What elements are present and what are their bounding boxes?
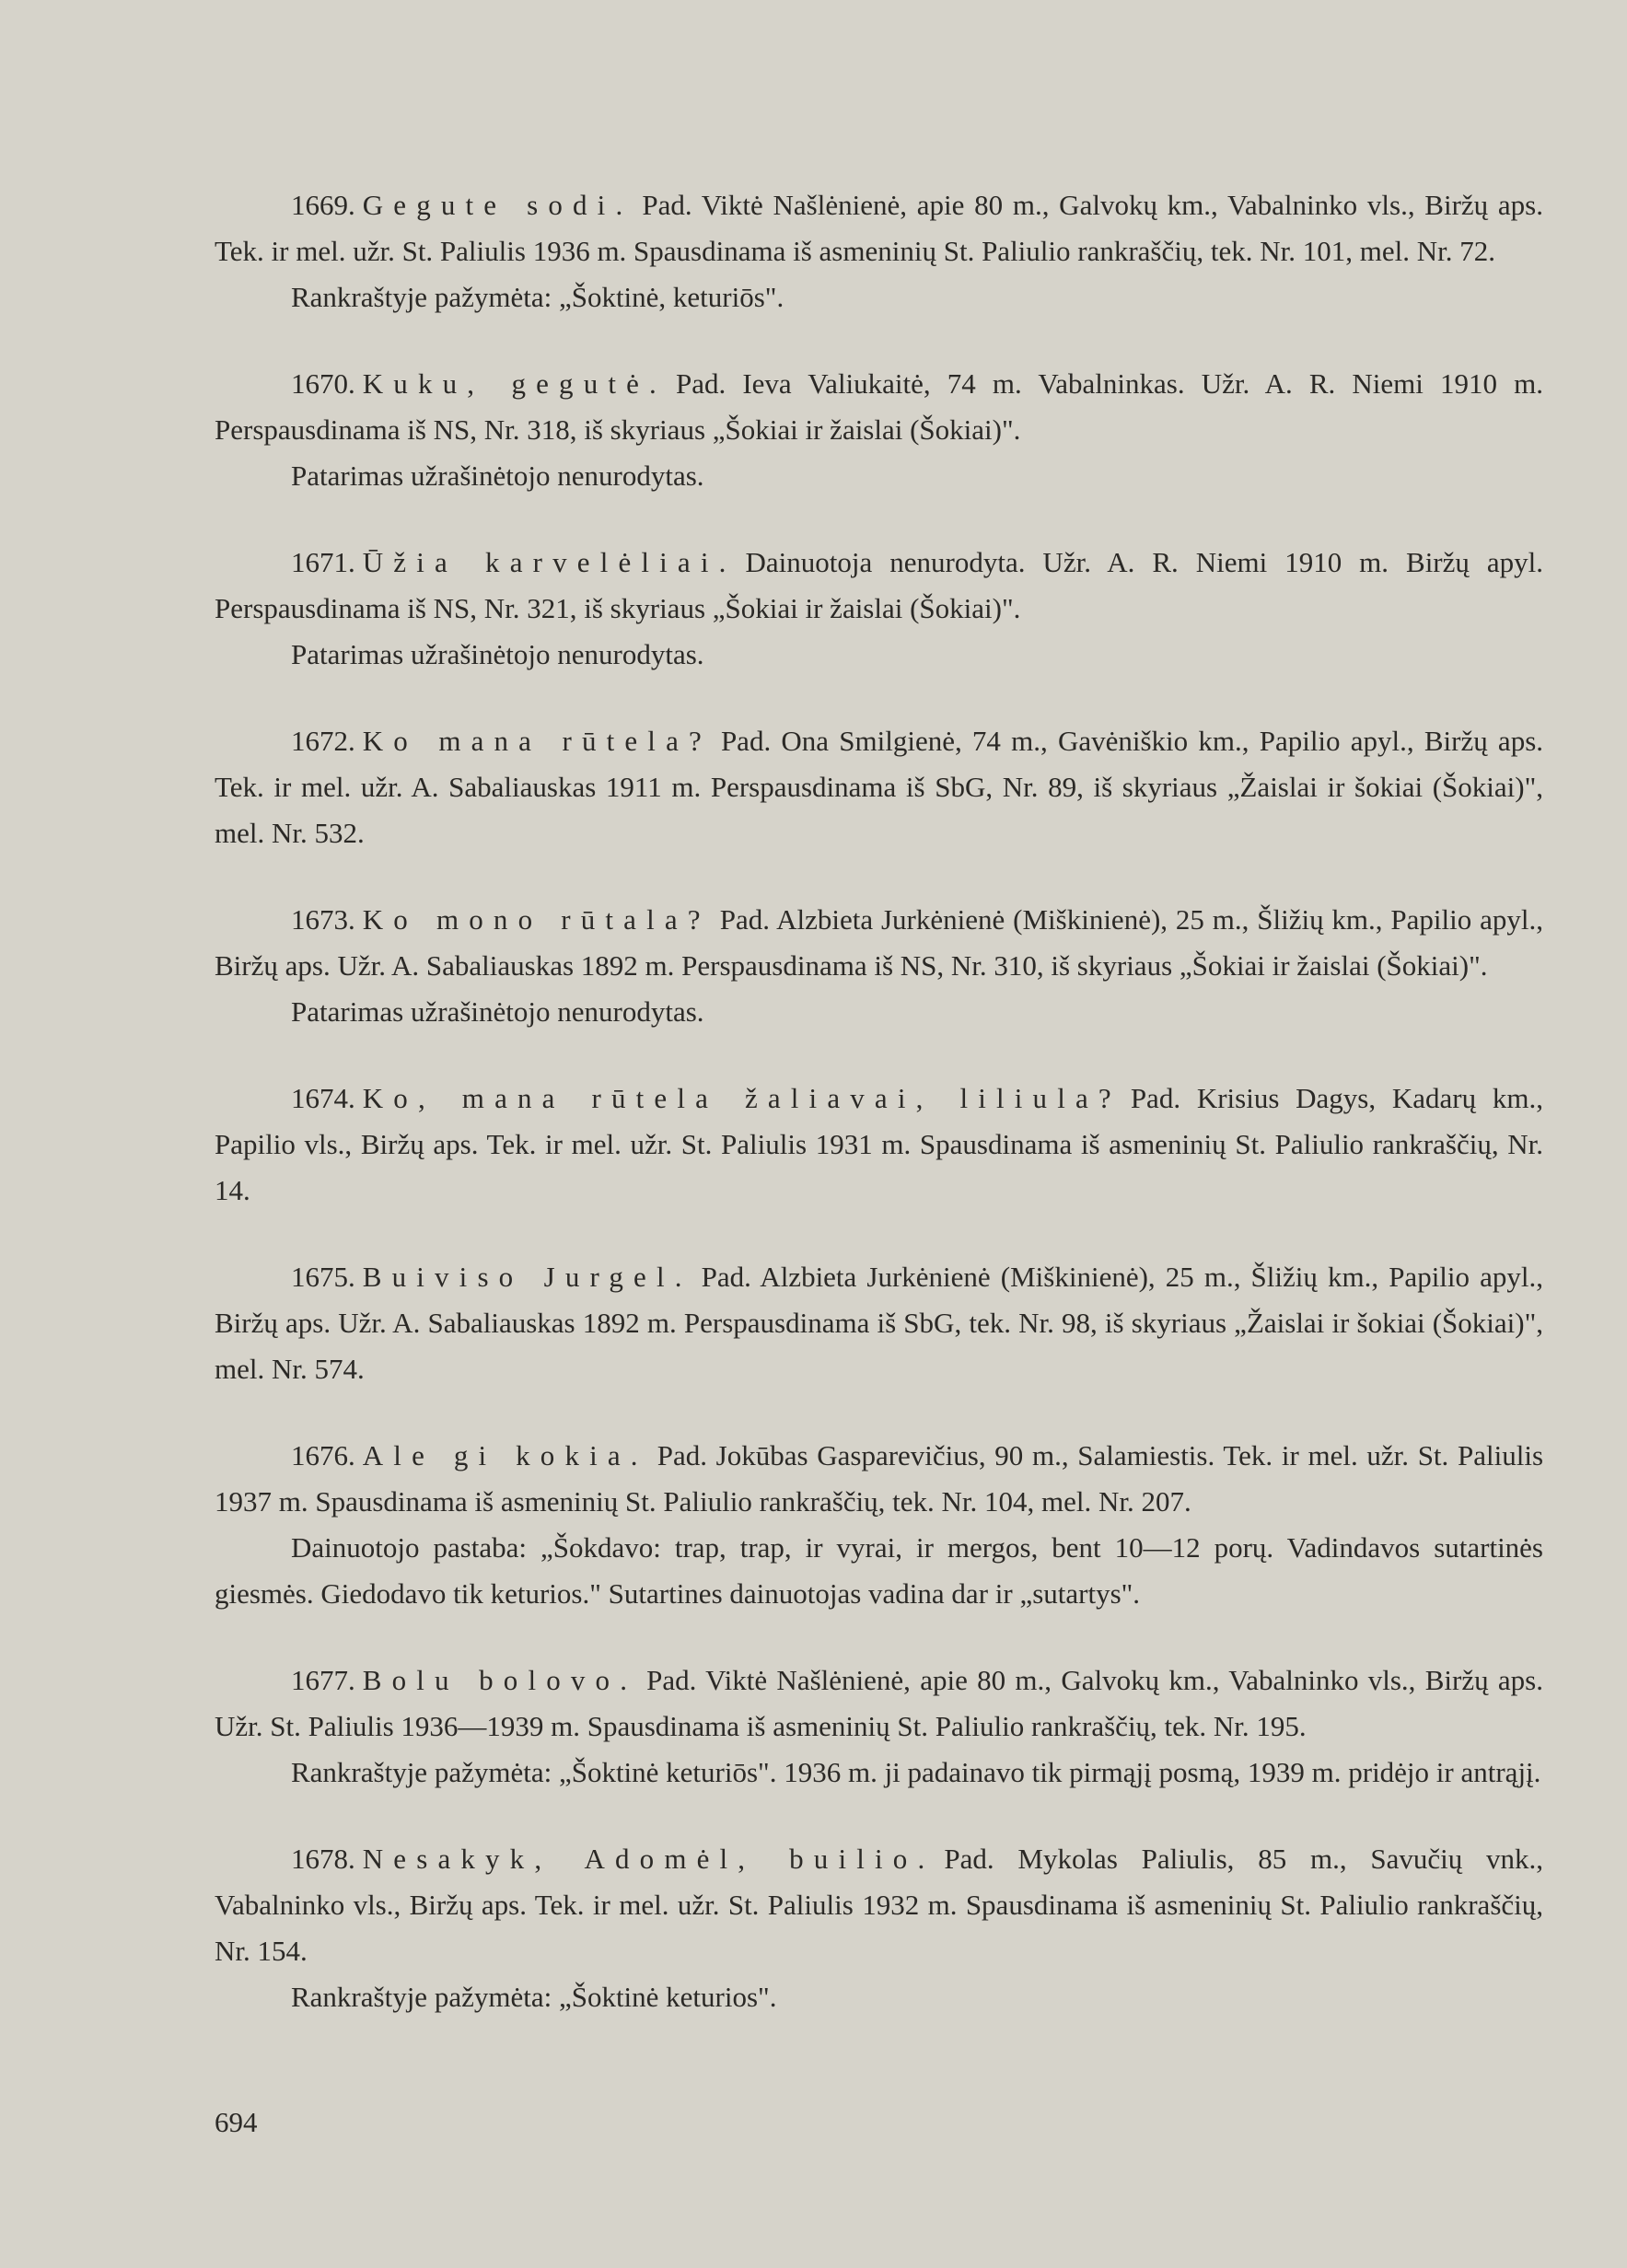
entry-1678 (215, 1836, 1543, 2020)
entry-text: Pad. Ieva Valiukaitė, 74 m. Vabalninkas. Užr. A. R. Niemi 1910 m. Perspausdinama iš NS, Nr. 318, iš skyriaus „Šokiai ir žaislai (Šokiai)". (215, 367, 1543, 446)
entry-1672 (215, 718, 1543, 856)
entry-title: Bolu bolovo. (362, 1664, 638, 1696)
entry-1674 (215, 1076, 1543, 1214)
entry-text: Pad. Viktė Našlėnienė, apie 80 m., Galvokų km., Vabalninko vls., Biržų aps. Tek. ir mel. užr. St. Paliulis 1936 m. Spausdinama iš asmeninių St. Paliulio rankraščių, tek. Nr. 101, mel. Nr. 72. (215, 189, 1543, 267)
entry-body (215, 1836, 1543, 1974)
entry-text: Pad. Jokūbas Gasparevičius, 90 m., Salamiestis. Tek. ir mel. užr. St. Paliulis 1937 m. Spausdinama iš asmeninių St. Paliulio rankraščių, tek. Nr. 104, mel. Nr. 207. (215, 1439, 1544, 1518)
entry-title: Gegute sodi. (362, 189, 633, 221)
entry-note: Patarimas užrašinėtojo nenurodytas. (291, 638, 704, 670)
entry-1675 (215, 1254, 1543, 1392)
entry-body (215, 1433, 1543, 1525)
entry-number: 1676. (291, 1439, 355, 1471)
entry-note: Rankraštyje pažymėta: „Šoktinė, keturiōs". (291, 281, 784, 313)
entry-1670 (215, 361, 1543, 499)
entry-note: Patarimas užrašinėtojo nenurodytas. (291, 459, 704, 492)
page-number: 694 (215, 2106, 258, 2138)
entry-title: Ko mono rūtala? (362, 903, 711, 936)
entry-body (215, 1657, 1543, 1750)
entry-note: Rankraštyje pažymėta: „Šoktinė keturiōs". 1936 m. ji padainavo tik pirmąjį posmą, 1939 m. pridėjo ir antrąjį. (291, 1756, 1541, 1788)
entry-title: Nesakyk, Adomėl, builio. (362, 1843, 936, 1875)
entries-list (215, 182, 1543, 2061)
entry-number: 1675. (291, 1261, 355, 1293)
entry-1671 (215, 540, 1543, 678)
entry-number: 1677. (291, 1664, 355, 1696)
entry-text: Pad. Alzbieta Jurkėnienė (Miškinienė), 25 m., Šližių km., Papilio apyl., Biržų aps. Užr. A. Sabaliauskas 1892 m. Perspausdinama iš NS, Nr. 310, iš skyriaus „Šokiai ir žaislai (Šokiai)". (215, 903, 1543, 982)
entry-number: 1673. (291, 903, 355, 936)
entry-1669 (215, 182, 1543, 320)
entry-number: 1678. (291, 1843, 355, 1875)
entry-note: Rankraštyje pažymėta: „Šoktinė keturios". (291, 1981, 777, 2013)
entry-title: Ko mana rūtela? (362, 725, 712, 757)
entry-number: 1671. (291, 546, 355, 578)
entry-title: Ale gi kokia. (362, 1439, 648, 1471)
entry-1673 (215, 897, 1543, 1035)
entry-number: 1674. (291, 1082, 355, 1114)
entry-body (215, 1076, 1543, 1214)
entry-title: Ūžia karvelėliai. (362, 546, 737, 578)
entry-body (215, 361, 1543, 453)
entry-1677 (215, 1657, 1543, 1796)
entry-number: 1669. (291, 189, 355, 221)
entry-body (215, 540, 1543, 632)
entry-note: Patarimas užrašinėtojo nenurodytas. (291, 995, 704, 1028)
entry-text: Pad. Ona Smilgienė, 74 m., Gavėniškio km., Papilio apyl., Biržų aps. Tek. ir mel. užr. A. Sabaliauskas 1911 m. Perspausdinama iš SbG, Nr. 89, iš skyriaus „Žaislai ir šokiai (Šokiai)", mel. Nr. 532. (215, 725, 1544, 849)
entry-note: Dainuotojo pastaba: „Šokdavo: trap, trap, ir vyrai, ir mergos, bent 10—12 porų. Vadindavos sutartinės giesmės. Giedodavo tik keturios." Sutartines dainuotojas vadina dar ir „sutartys". (215, 1531, 1543, 1610)
entry-number: 1672. (291, 725, 355, 757)
entry-body (215, 1254, 1543, 1392)
entry-1676 (215, 1433, 1543, 1617)
entry-text: Dainuotoja nenurodyta. Užr. A. R. Niemi 1910 m. Biržų apyl. Perspausdinama iš NS, Nr. 321, iš skyriaus „Šokiai ir žaislai (Šokiai)". (215, 546, 1543, 624)
entry-body (215, 182, 1543, 274)
entry-body (215, 897, 1543, 989)
entry-text: Pad. Alzbieta Jurkėnienė (Miškinienė), 25 m., Šližių km., Papilio apyl., Biržų aps. Užr. A. Sabaliauskas 1892 m. Perspausdinama iš SbG, tek. Nr. 98, iš skyriaus „Žaislai ir šokiai (Šokiai)", mel. Nr. 574. (215, 1261, 1543, 1385)
entry-title: Kuku, gegutė. (362, 367, 667, 400)
entry-text: Pad. Viktė Našlėnienė, apie 80 m., Galvokų km., Vabalninko vls., Biržų aps. Užr. St. Paliulis 1936—1939 m. Spausdinama iš asmeninių St. Paliulio rankraščių, tek. Nr. 195. (215, 1664, 1543, 1742)
entry-text: Pad. Krisius Dagys, Kadarų km., Papilio vls., Biržų aps. Tek. ir mel. užr. St. Paliulis 1931 m. Spausdinama iš asmeninių St. Paliulio rankraščių, Nr. 14. (215, 1082, 1543, 1206)
entry-title: Buiviso Jurgel. (362, 1261, 692, 1293)
entry-number: 1670. (291, 367, 355, 400)
entry-body (215, 718, 1543, 856)
entry-text: Pad. Mykolas Paliulis, 85 m., Savučių vnk., Vabalninko vls., Biržų aps. Tek. ir mel. užr. St. Paliulis 1932 m. Spausdinama iš asmeninių St. Paliulio rankraščių, Nr. 154. (215, 1843, 1543, 1967)
entry-title: Ko, mana rūtela žaliavai, liliula? (362, 1082, 1121, 1114)
